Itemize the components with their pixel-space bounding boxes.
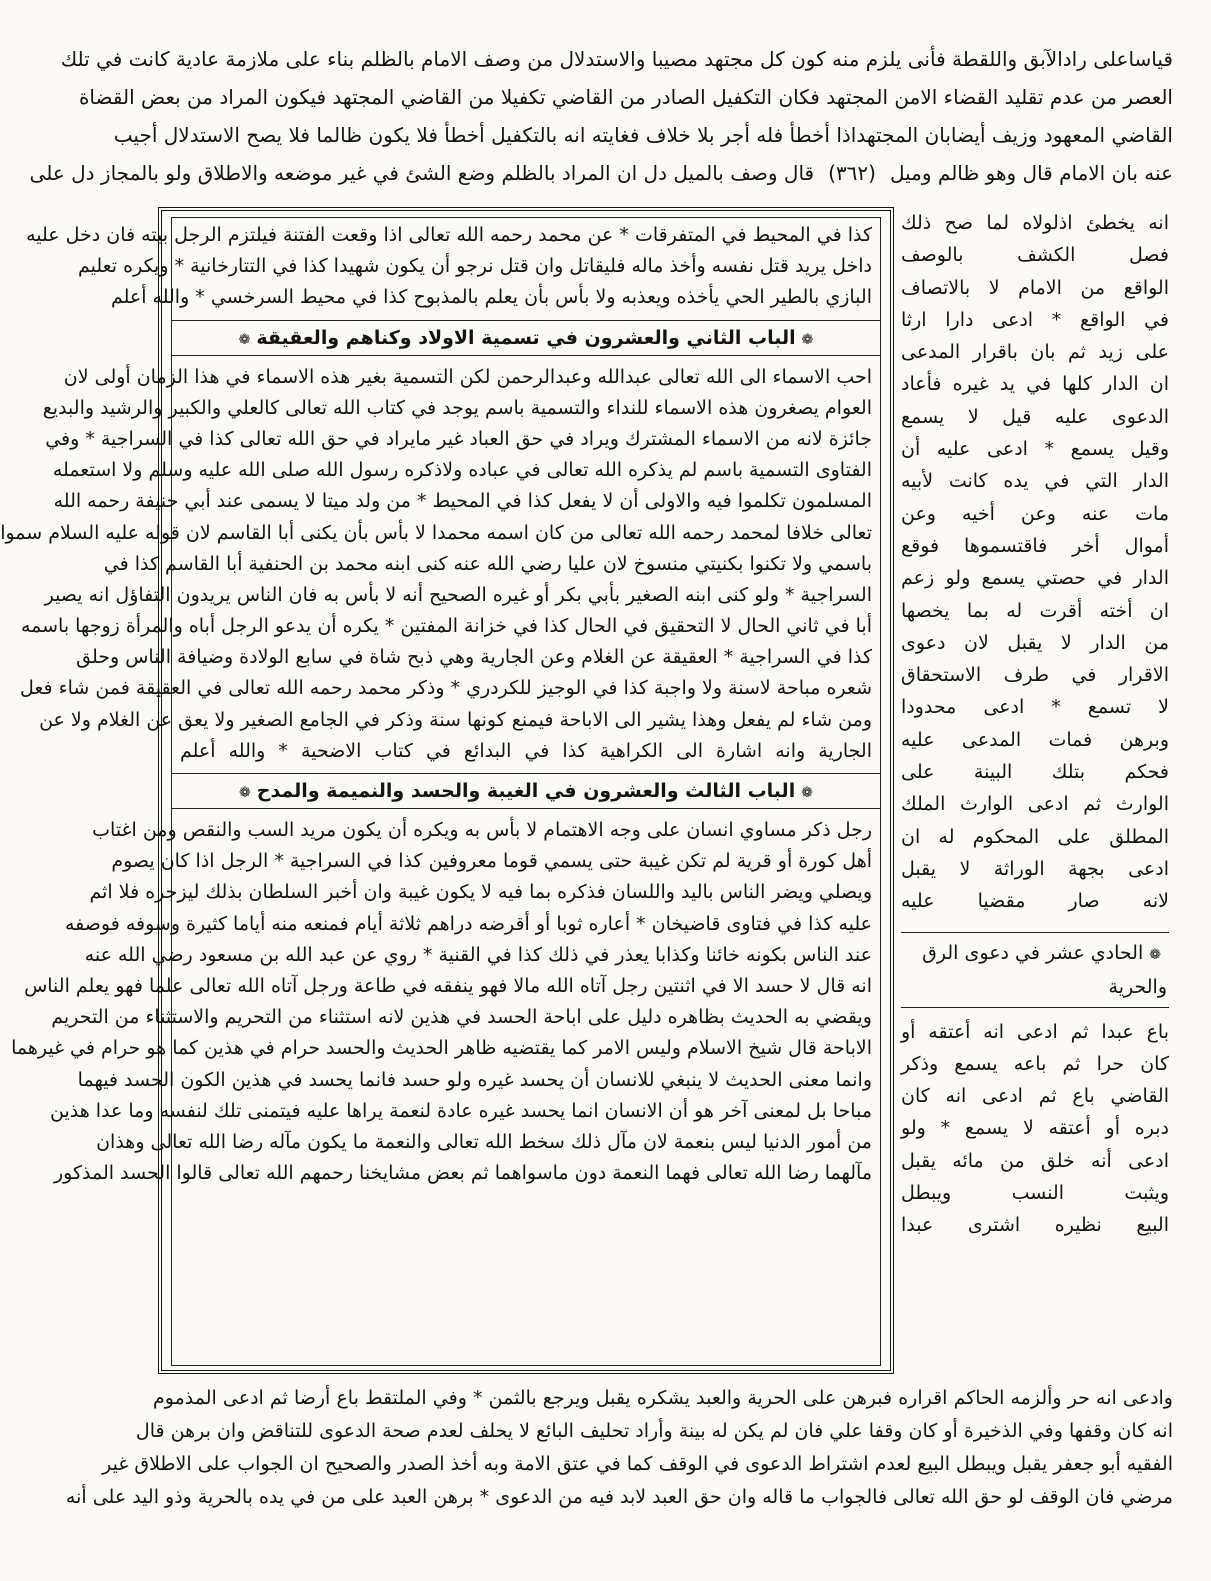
text-line: مآلهما رضا الله تعالى فهما النعمة دون ماسواهما ثم بعض مشايخنا رحمهم الله تعالى قالوا الحسد المذكور bbox=[54, 1162, 872, 1185]
side-line: الاقرار في طرف الاستحقاق bbox=[901, 664, 1169, 687]
side-line: وقيل يسمع * ادعى عليه أن bbox=[901, 438, 1169, 461]
main-text-frame bbox=[0, 207, 894, 1374]
text-line: احب الاسماء الى الله تعالى عبدالله وعبدالرحمن لكن التسمية بغير هذه الاسماء في هذا الزمان أولى لان bbox=[63, 365, 872, 388]
chapter-22-heading bbox=[172, 320, 880, 356]
text-line: البازي بالطير الحي يأخذه ويعذبه ولا بأس بأن يعلم بالمذبوح كذا في محيط السرخسي * والله أعلم bbox=[110, 286, 872, 309]
text-line: عليه كذا في فتاوى قاضيخان * أعاره ثوبا أو أقرضه دراهم ثلاثة أيام فمنعه منه أياما كثيرة وسوفه فوصفه bbox=[64, 912, 872, 935]
text-line: مباحا بل لمعنى آخر هو أن الانسان انما يحسد غيره عادة لنعمة يراها عليه فيتمنى تلك لنفسه وما عدا هذين bbox=[49, 1099, 872, 1122]
side-line: الوارث ثم ادعى الوارث الملك bbox=[901, 793, 1169, 816]
text-line: ومن شاء لم يفعل وهذا يشير الى الاباحة فيمنع كونها سنة وذكر في الجامع الصغير ولا يعق عن الغلام ولا عن bbox=[39, 708, 872, 731]
side-line: باع عبدا ثم ادعى انه أعتقه أو bbox=[901, 1020, 1169, 1043]
text-line: أهل كورة أو قرية لم تكن غيبة حتى يسمي قوما معروفين كذا في السراجية * الرجل اذا كان يصوم bbox=[111, 850, 872, 873]
chapter-22-title: الباب الثاني والعشرون في تسمية الاولاد وكناهم والعقيقة bbox=[256, 326, 796, 349]
text-line: الاباحة قال شيخ الاسلام وليس الامر كما يقتضيه ظاهر الحديث والحسد حرام في هذين كما هو حرام في غيرهما bbox=[11, 1037, 872, 1060]
side-line: القاضي باع ثم ادعى انه كان bbox=[901, 1085, 1169, 1108]
intro-paragraph bbox=[26, 220, 872, 314]
side-line: ادعى أنه خلق من مائه يقبل bbox=[901, 1149, 1169, 1172]
bottom-line: مرضي فان الوقف لو حق الله تعالى فالجواب ما قاله وان حق العبد لابد فيه من الدعوى * برهن العبد على من في يده بالحرية وذو اليد على أنه bbox=[65, 1486, 1173, 1508]
top-line: قياساعلى رادالآبق واللقطة فأنى يلزم منه كون كل مجتهد مصيبا والاستدلال من وصف الامام بالظلم بناء على ملازمة عادية كانت في تلك bbox=[60, 47, 1173, 71]
side-line: في الواقع * ادعى دارا ارثا bbox=[901, 308, 1169, 331]
text-line: المسلمون تكلموا فيه والاولى أن لا يفعل كذا في المحيط * من ولد ميتا لا يسمى عند أبي حنيفة رحمه الله bbox=[53, 490, 872, 513]
side-line: أموال أخر فاقتسموها فوقع bbox=[901, 534, 1169, 557]
text-line: عند الناس بكونه خائنا وكذابا يعذر في ذلك كذا في القنية * روي عن عبد الله بن مسعود رضي الله عنه bbox=[84, 943, 872, 966]
ornament-icon: ❁ bbox=[238, 331, 251, 348]
text-line: الجارية وانه اشارة الى الكراهية كذا في البدائع في كتاب الاضحية * والله أعلم bbox=[180, 739, 872, 762]
text-line: كذا في المحيط في المتفرقات * عن محمد رحمه الله تعالى اذا وقعت الفتنة فيلتزم الرجل بيته فان دخل عليه bbox=[26, 224, 872, 246]
bottom-line: وادعى انه حر وألزمه الحاكم اقراره فبرهن على الحرية والعبد يشكره يقبل ويرجع بالثمن * وفي الملتقط باع أرضا ثم ادعى المذموم bbox=[153, 1387, 1173, 1409]
side-line: من الدار لا يقبل لان دعوى bbox=[901, 631, 1169, 654]
side-upper-text bbox=[901, 207, 1169, 918]
side-line: الدار في حصتي يسمع ولو زعم bbox=[901, 567, 1169, 590]
text-line: وانما معنى الحديث لا ينبغي للانسان أن يحسد غيره ولو حسد فانما يحسد في هذين الكون الحسد فيهما bbox=[77, 1068, 872, 1091]
ornament-icon: ❁ bbox=[801, 785, 813, 801]
top-line: القاضي المعهود وزيف أيضابان المجتهداذا أخطأ فله أجر بلا خلاف فغايته انه بالتكفيل أخطأ فلا يكون ظالما فلا يصح الاستدلال أجيب bbox=[113, 123, 1173, 147]
side-lower-text bbox=[901, 1016, 1169, 1242]
bottom-margin-text bbox=[65, 1382, 1173, 1547]
side-section-heading bbox=[901, 932, 1169, 1008]
text-line: تعالى خلافا لمحمد رحمه الله تعالى من كان اسمه محمدا لا بأس بأن يكنى أبا القاسم لان قوله عليه السلام سموا bbox=[0, 521, 872, 544]
chapter-23-title: الباب الثالث والعشرون في الغيبة والحسد والنميمة والمدح bbox=[256, 780, 796, 802]
side-line: انه يخطئ اذلولاه لما صح ذلك bbox=[901, 212, 1169, 234]
ornament-icon: ❁ bbox=[801, 331, 814, 348]
chapter-22-body bbox=[0, 362, 872, 767]
top-margin-text bbox=[29, 40, 1173, 200]
side-line: على زيد ثم بان باقرار المدعى bbox=[901, 341, 1169, 364]
side-line: الدار التي في يده كانت لأبيه bbox=[901, 470, 1169, 493]
top-line: العصر من عدم تقليد القضاء الامن المجتهد فكان التكفيل الصادر من القاضي تكفيلا من القاضي المجتهد فيكون المراد من بعض القضاة bbox=[78, 85, 1173, 109]
ornament-icon: ❁ bbox=[239, 785, 251, 801]
side-commentary bbox=[901, 207, 1169, 1242]
side-line: لانه صار مقضيا عليه bbox=[901, 890, 1169, 913]
bottom-line: الفقيه أبو جعفر يقبل ويبطل البيع لعدم اشتراط الدعوى في الوقف كما في عتق الامة وبه أخذ الصدر والصحيح ان الجواب على الاطلاق غير bbox=[102, 1453, 1173, 1475]
text-line: رجل ذكر مساوي انسان على وجه الاهتمام لا بأس به ويكره أن يكون مريد السب والنقص ومن اغتاب bbox=[92, 819, 872, 841]
top-line-with-page-number bbox=[29, 154, 1173, 192]
top-line-part: قال وصف بالميل دل ان المراد بالظلم وضع الشئ في غير موضعه والاطلاق ولو بالمجاز دل على bbox=[29, 161, 815, 185]
side-line: ان الدار كلها في يد غيره فأعاد bbox=[901, 373, 1169, 396]
side-line: مات عنه وعن أخيه وعن bbox=[901, 502, 1169, 525]
text-line: أبا في ثاني الحال لا التحقيق في الحال كذا في خزانة المفتين * يكره أن يدعو الرجل أباه والمرأة زوجها باسمه bbox=[20, 615, 872, 638]
side-line: ادعى بجهة الوراثة لا يقبل bbox=[901, 857, 1169, 880]
text-line: ويقضي به الحديث بظاهره دليل على اباحة الحسد في هذين لانه استثناء من التحريم والاستثناء من التحريم bbox=[51, 1006, 872, 1029]
text-line: شعره مباحة لاسنة ولا واجبة كذا في الوجيز للكردري * وذكر محمد رحمه الله تعالى في العقيقة فمن شاء فعل bbox=[19, 677, 872, 700]
side-line: المطلق على المحكوم له ان bbox=[901, 825, 1169, 848]
text-line: السراجية * ولو كنى ابنه الصغير بأبي بكر أو غيره الصحيح أنه لا بأس به فان الناس يريدون التفاؤل انه يصير bbox=[44, 583, 872, 606]
side-line: كان حرا ثم باعه يسمع وذكر bbox=[901, 1052, 1169, 1075]
side-line: ان أخته أقرت له بما يخصها bbox=[901, 599, 1169, 622]
text-line: انه قال لا حسد الا في اثنتين رجل آتاه الله مالا فهو ينفقه في طاعة ورجل آتاه الله تعالى علما فهو يعلم الناس bbox=[24, 974, 872, 997]
side-line: البيع نظيره اشترى عبدا bbox=[901, 1214, 1169, 1237]
page-number: (٣٦٢) bbox=[828, 161, 876, 185]
main-text-inner bbox=[0, 217, 881, 1366]
text-line: الفتاوى التسمية باسم لم يذكره الله تعالى في عباده ولاذكره رسول الله صلى الله عليه وسلم ولا استعمله bbox=[52, 459, 872, 482]
text-line: ويصلي ويضر الناس باليد واللسان فذكره بما فيه لا يكون غيبة وان أخبر السلطان بذلك ليزجره فلا اثم bbox=[89, 881, 872, 904]
bottom-line: انه كان وقفها وفي الذخيرة أو كان وقفا علي فان لم يكن له بينة وأراد تحليف البائع لا يحلف لعدم صحة الدعوى للتناقض وان برهن قال bbox=[135, 1420, 1173, 1442]
side-line: الواقع من الامام لا بالاتصاف bbox=[901, 276, 1169, 299]
chapter-23-body bbox=[11, 815, 872, 1189]
text-line: داخل يريد قتل نفسه وأخذ ماله فليقاتل وان قتل نرجو أن يكون شهيدا كذا في التتارخانية * ويكره تعليم bbox=[77, 255, 872, 278]
side-line: الدعوى عليه قيل لا يسمع bbox=[901, 405, 1169, 428]
side-line: فحكم بتلك البينة على bbox=[901, 761, 1169, 784]
side-line: ويثبت النسب ويبطل bbox=[901, 1182, 1169, 1205]
side-line: وبرهن فمات المدعى عليه bbox=[901, 728, 1169, 751]
text-line: العوام يصغرون هذه الاسماء للنداء والتسمية باسم يوجد في كتاب الله تعالى كالعلي والكبير والرشيد والبديع bbox=[42, 396, 872, 419]
ornament-icon: ❁ bbox=[1149, 946, 1161, 963]
side-line: دبره أو أعتقه لا يسمع * ولو bbox=[901, 1117, 1169, 1140]
side-heading-text: الحادي عشر في دعوى الرق والحرية bbox=[922, 941, 1167, 998]
text-line: كذا في السراجية * العقيقة عن الغلام وعن الجارية وهي ذبح شاة في سابع الولادة وضيافة الناس وحلق bbox=[76, 646, 872, 669]
page-number-value: ٣٦٢ bbox=[835, 161, 869, 185]
top-line-part: عنه بان الامام قال وهو ظالم وميل bbox=[889, 161, 1173, 185]
text-line: باسمي ولا تكنوا بكنيتي منسوخ لان عليا رضي الله عنه كنى ابنه محمد بن الحنفية أبا القاسم كذا في bbox=[103, 552, 872, 575]
side-line: لا تسمع * ادعى محدودا bbox=[901, 696, 1169, 719]
chapter-23-heading bbox=[172, 773, 880, 809]
text-line: جائزة لانه من الاسماء المشترك ويراد في حق العباد غير مايراد في حق الله تعالى كذا في السراجية * وفي bbox=[45, 427, 872, 450]
text-line: من أمور الدنيا ليس بنعمة لان مآل ذلك سخط الله تعالى والنعمة ما يكون مآله رضا الله تعالى وهذان bbox=[96, 1130, 872, 1153]
side-line: فصل الكشف بالوصف bbox=[901, 244, 1169, 267]
